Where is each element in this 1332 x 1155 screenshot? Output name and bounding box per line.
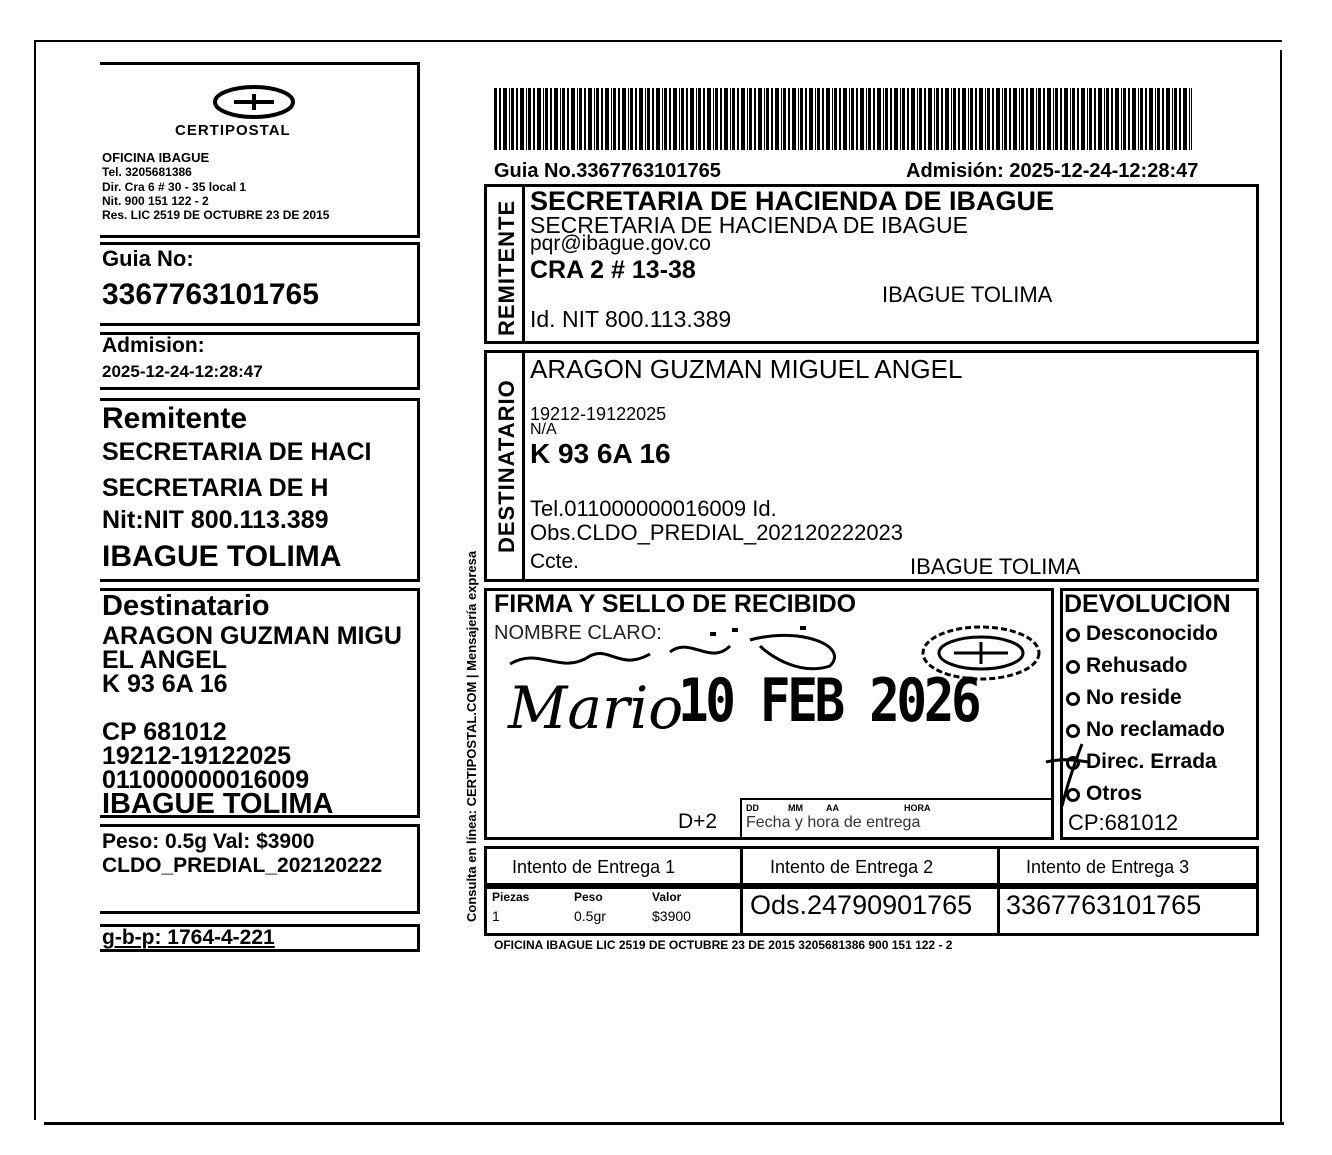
devolucion-option[interactable]: Direc. Errada <box>1066 750 1217 774</box>
destinatario-city: IBAGUE TOLIMA <box>910 554 1081 579</box>
left-peso: Peso: 0.5g Val: $3900 <box>102 830 315 853</box>
piezas-value: 1 <box>492 908 500 924</box>
remitente-email: pqr@ibague.gov.co <box>530 232 711 255</box>
stamp-date: 10 FEB 2026 <box>678 666 979 736</box>
destinatario-tel: Tel.011000000016009 Id. <box>530 496 777 521</box>
remitente-name2: SECRETARIA DE HACIENDA DE IBAGUE <box>530 212 968 238</box>
radio-icon <box>1066 724 1080 738</box>
destinatario-name: ARAGON GUZMAN MIGUEL ANGEL <box>530 354 963 384</box>
left-remitente-nit: Nit:NIT 800.113.389 <box>102 506 329 534</box>
office-name: OFICINA IBAGUE <box>102 150 210 165</box>
intento-2: Intento de Entrega 2 <box>770 857 934 877</box>
devolucion-option[interactable]: No reclamado <box>1066 718 1225 742</box>
peso-label: Peso <box>574 890 603 904</box>
intento-3: Intento de Entrega 3 <box>1026 857 1190 877</box>
office-tel: Tel. 3205681386 <box>102 165 192 179</box>
intento-1: Intento de Entrega 1 <box>512 857 676 877</box>
valor-label: Valor <box>652 890 682 904</box>
bottom-divider-2 <box>997 886 1000 936</box>
left-admision-value: 2025-12-24-12:28:47 <box>102 362 263 381</box>
fecha-hora: HORA <box>904 803 931 813</box>
left-gbp: g-b-p: 1764-4-221 <box>102 926 275 949</box>
bottom-divider-1 <box>740 886 743 936</box>
remitente-divider <box>522 184 525 344</box>
page-edge-bottom <box>44 1122 1284 1125</box>
destinatario-address: K 93 6A 16 <box>530 438 671 469</box>
left-guia-value: 3367763101765 <box>102 278 319 311</box>
footer-text: OFICINA IBAGUE LIC 2519 DE OCTUBRE 23 DE 2015 3205681386 900 151 122 - 2 <box>494 938 953 952</box>
page-edge-right <box>1280 50 1282 1122</box>
remitente-name: SECRETARIA DE HACIENDA DE IBAGUE <box>530 186 1055 216</box>
destinatario-ccte: Ccte. <box>530 550 580 573</box>
office-dir: Dir. Cra 6 # 30 - 35 local 1 <box>102 180 247 194</box>
destinatario-obs: Obs.CLDO_PREDIAL_202120222023 <box>530 520 904 545</box>
certipostal-logo-icon <box>212 84 296 120</box>
office-nit: Nit. 900 151 122 - 2 <box>102 194 209 208</box>
left-admision-label: Admision: <box>102 334 205 357</box>
page-edge-top <box>34 40 1282 42</box>
left-dest-cp: CP 681012 <box>102 718 227 746</box>
devolucion-cp: CP:681012 <box>1068 810 1179 835</box>
remitente-city: IBAGUE TOLIMA <box>882 282 1053 307</box>
intentos-divider-2 <box>997 846 1000 886</box>
left-dest-label: Destinatario <box>102 590 270 622</box>
page-edge-left <box>34 40 36 1120</box>
firma-title: FIRMA Y SELLO DE RECIBIDO <box>494 590 857 618</box>
devolucion-option[interactable]: Desconocido <box>1066 622 1218 646</box>
left-dest-line2: EL ANGEL <box>102 646 228 674</box>
left-dest-tel: 011000000016009 <box>102 766 310 794</box>
fecha-aa: AA <box>826 803 839 813</box>
remitente-address: CRA 2 # 13-38 <box>530 256 696 284</box>
intentos-divider-1 <box>740 846 743 886</box>
bottom-guia-value: 3367763101765 <box>1006 890 1202 920</box>
header-guia: Guia No.3367763101765 <box>494 160 721 182</box>
destinatario-divider <box>522 350 525 582</box>
left-cldo: CLDO_PREDIAL_202120222 <box>102 854 383 877</box>
radio-icon <box>1066 660 1080 674</box>
signature-name: Mario <box>508 674 684 742</box>
devolucion-option[interactable]: Rehusado <box>1066 654 1188 678</box>
left-dest-line3: K 93 6A 16 <box>102 670 228 698</box>
fecha-label: Fecha y hora de entrega <box>746 814 921 831</box>
fecha-mm: MM <box>788 803 803 813</box>
check-mark-icon <box>1042 740 1092 810</box>
destinatario-ref: 19212-19122025 <box>530 404 667 424</box>
devolucion-option[interactable]: Otros <box>1066 782 1142 806</box>
side-vertical-text: Consulta en línea: CERTIPOSTAL.COM | Mensajería expresa <box>464 550 479 922</box>
valor-value: $3900 <box>652 908 691 924</box>
header-admision: Admisión: 2025-12-24-12:28:47 <box>906 160 1199 182</box>
left-remitente-line1: SECRETARIA DE HACI <box>102 438 372 466</box>
left-dest-city: IBAGUE TOLIMA <box>102 788 334 820</box>
devolucion-title: DEVOLUCION <box>1064 590 1231 618</box>
destinatario-na: N/A <box>530 421 557 438</box>
radio-icon <box>1066 692 1080 706</box>
radio-icon <box>1066 628 1080 642</box>
ods-value: Ods.24790901765 <box>750 890 973 920</box>
destinatario-label: DESTINATARIO <box>494 379 519 553</box>
brand-name: CERTIPOSTAL <box>175 122 291 139</box>
peso-value: 0.5gr <box>574 908 606 924</box>
left-dest-line1: ARAGON GUZMAN MIGU <box>102 622 402 650</box>
piezas-label: Piezas <box>492 890 530 904</box>
office-res: Res. LIC 2519 DE OCTUBRE 23 DE 2015 <box>102 208 330 222</box>
devolucion-option[interactable]: No reside <box>1066 686 1182 710</box>
left-remitente-line2: SECRETARIA DE H <box>102 474 329 502</box>
stamp-logo-icon <box>918 622 1044 684</box>
barcode-icon <box>494 88 1192 150</box>
firma-nombre-label: NOMBRE CLARO: <box>494 622 662 644</box>
left-remitente-city: IBAGUE TOLIMA <box>102 540 342 573</box>
firma-d2: D+2 <box>678 810 718 833</box>
fecha-dd: DD <box>746 803 759 813</box>
left-dest-ref: 19212-19122025 <box>102 742 292 770</box>
left-guia-label: Guia No: <box>102 246 194 271</box>
left-remitente-label: Remitente <box>102 402 248 435</box>
remitente-label: REMITENTE <box>494 199 519 336</box>
remitente-id: Id. NIT 800.113.389 <box>530 306 732 332</box>
